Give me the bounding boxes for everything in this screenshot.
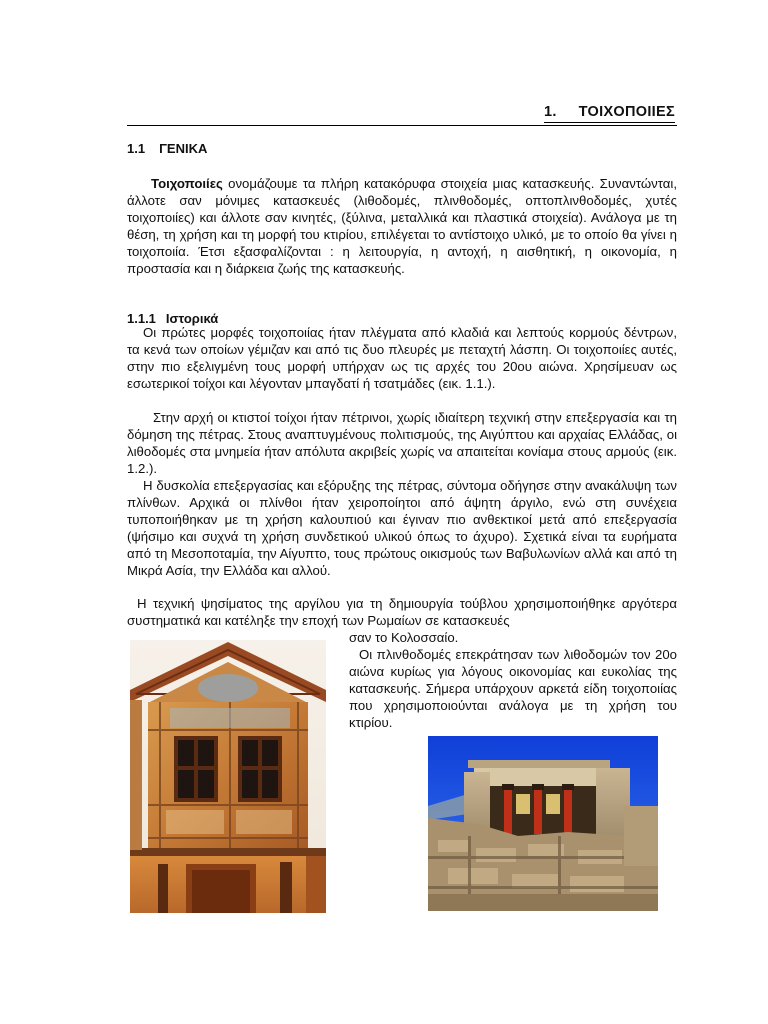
minoan-palace-ruins-photo bbox=[428, 736, 658, 911]
subsection-heading bbox=[127, 311, 218, 326]
chapter-title-text: ΤΟΙΧΟΠΟΙΙΕΣ bbox=[578, 104, 675, 120]
paragraph-5: Οι πλινθοδομές επεκράτησαν των λιθοδομών τον 20ο αιώνα κυρίως για λόγους οικονομίας και ευκολίας της κατασκευής. Σήμερα υπάρχουν αρκετά είδη τοιχοποιίας που χρησιμοποιούνται ανάλογα με τη χρήση του κτιρίου. bbox=[349, 647, 677, 730]
subsection-title: Ιστορικά bbox=[165, 311, 219, 326]
intro-paragraph bbox=[127, 176, 677, 277]
paragraph-3: Η δυσκολία επεξεργασίας και εξόρυξης της πέτρας, σύντομα οδήγησε στην ανακάλυψη των πλίνθων. Αρχικά οι πλίνθοι ήταν χειροποίητοι από άψητη άργιλο, ενώ στη συνέχεια τυποποιήθηκαν με τη χρήση καλουπιού και έγιναν πιο ανθεκτικοί μετά από επεξεργασία (ψήσιμο και συχνά τη χρήση συνδετικού υλικού όπως το άχυρο). Σχετικά είναι τα ευρήματα από τη Μεσοποταμία, την Αίγυπτο, τους πρώτους οικισμούς των Βαβυλωνίων αλλά και από τη Μικρά Ασία, την Ελλάδα και αλλού. bbox=[127, 478, 677, 578]
intro-term: Τοιχοποιίες bbox=[151, 176, 223, 191]
intro-text: ονομάζουμε τα πλήρη κατακόρυφα στοιχεία μιας κατασκευής. Συναντώνται, άλλοτε σαν μόνιμες κατασκευές (λιθοδομές, πλινθοδομές, οπτοπλινθοδομές, χυτές τοιχοποιίες) και άλλοτε σαν κινητές, (ξύλινα, μεταλλικά και πλαστικά στοιχεία). Ανάλογα με τη θέση, τη χρήση και τη μορφή του κτιρίου, επιλέγεται το αντίστοιχο υλικό, με το οποίο θα γίνει η τοιχοποιία. Έτσι εξασφαλίζονται : η λειτουργία, η αντοχή, η αισθητική, η οικονομία, η προστασία και η διάρκεια ζωής της κατασκευής. bbox=[127, 176, 677, 276]
subsection-number: 1.1.1 bbox=[127, 311, 156, 326]
chapter-header bbox=[127, 104, 677, 126]
section-number: 1.1 bbox=[127, 141, 146, 156]
traditional-house-photo bbox=[130, 640, 326, 913]
paragraph-4: Η τεχνική ψησίματος της αργίλου για τη δημιουργία τούβλου χρησιμοποιήθηκε αργότερα συστηματικά και κατέληξε την εποχή των Ρωμαίων σε κατασκευές bbox=[127, 596, 677, 628]
chapter-title bbox=[544, 104, 675, 123]
section-heading bbox=[127, 141, 207, 156]
paragraph-1: Οι πρώτες μορφές τοιχοποιίας ήταν πλέγματα από κλαδιά και λεπτούς κορμούς δέντρων, τα κενά των οποίων γέμιζαν και από τις δυο πλευρές με πεταχτή λάσπη. Οι τοιχοποιίες αυτές, στην πιο εξελιγμένη τους μορφή υπήρχαν ως τις αρχές του 20ου αιώνα. Χρησίμευαν ως εσωτερικοί τοίχοι και λέγονταν μπαγδατί ή τσατμάδες (εικ. 1.1.). bbox=[127, 325, 677, 391]
paragraph-2: Στην αρχή οι κτιστοί τοίχοι ήταν πέτρινοι, χωρίς ιδιαίτερη τεχνική στην επεξεργασία και τη δόμηση της πέτρας. Στους αναπτυγμένους πολιτισμούς, της Αιγύπτου και αρχαίας Ελλάδας, οι λιθοδομές στα μνημεία ήταν απόλυτα ακριβείς χωρίς να απαιτείται κονίαμα στους αρμούς (εικ. 1.2.). bbox=[127, 410, 677, 476]
paragraph-4-continuation: σαν το Κολοσσαίο. bbox=[349, 630, 459, 645]
section-title: ΓΕΝΙΚΑ bbox=[159, 141, 208, 156]
chapter-number: 1. bbox=[543, 104, 557, 120]
